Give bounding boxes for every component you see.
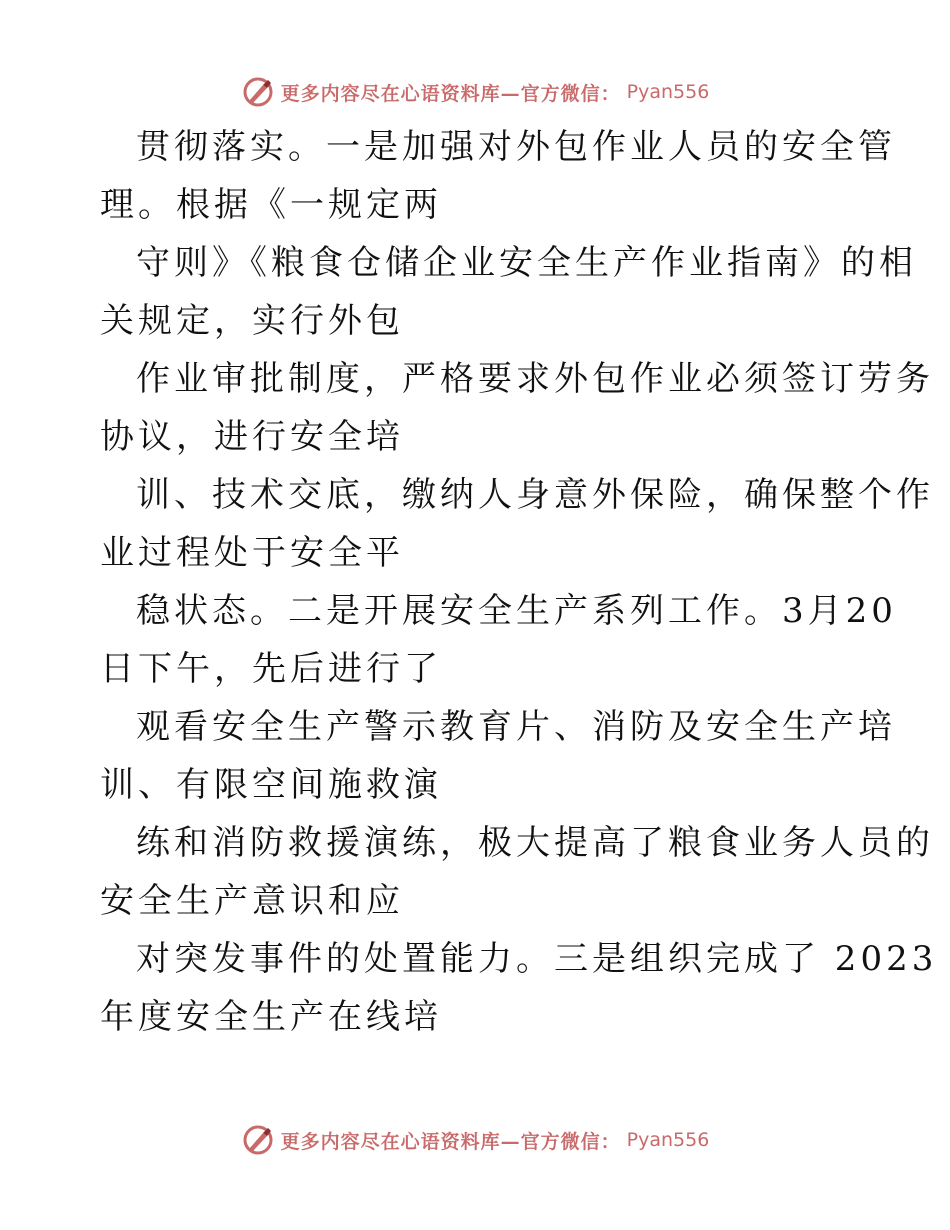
banner-content (241, 1123, 710, 1157)
text-line: 年度安全生产在线培 (100, 997, 442, 1037)
text-line: 贯彻落实。一是加强对外包作业人员的安全管 (136, 127, 896, 167)
text-line: 观看安全生产警示教育片、消防及安全生产培 (136, 707, 896, 747)
text-line: 训、技术交底，缴纳人身意外保险，确保整个作 (136, 475, 934, 515)
banner-wechat-id: Pyan556 (626, 81, 710, 103)
text-line: 业过程处于安全平 (100, 533, 404, 573)
banner-text: 更多内容尽在心语资料库—官方微信： (280, 1130, 621, 1153)
banner-text: 更多内容尽在心语资料库—官方微信： (280, 82, 621, 105)
document-body (100, 118, 938, 1046)
text-line: 对突发事件的处置能力。三是组织完成了 2023 (136, 939, 938, 979)
pen-logo-icon (241, 1123, 275, 1157)
banner-content (241, 75, 710, 109)
text-line: 协议，进行安全培 (100, 417, 404, 457)
text-line: 练和消防救援演练，极大提高了粮食业务人员的 (136, 823, 934, 863)
pen-logo-icon (241, 75, 275, 109)
text-line: 训、有限空间施救演 (100, 765, 442, 805)
text-line: 日下午，先后进行了 (100, 649, 442, 689)
text-line: 守则》《粮食仓储企业安全生产作业指南》的相 (136, 243, 917, 283)
banner-wechat-id: Pyan556 (626, 1129, 710, 1151)
text-line: 理。根据《一规定两 (100, 185, 442, 225)
header-banner (0, 70, 950, 114)
text-line: 安全生产意识和应 (100, 881, 404, 921)
text-line: 稳状态。二是开展安全生产系列工作。3月20 (136, 591, 897, 631)
text-line: 作业审批制度，严格要求外包作业必须签订劳务 (136, 359, 934, 399)
text-line: 关规定，实行外包 (100, 301, 404, 341)
footer-banner (0, 1118, 950, 1162)
